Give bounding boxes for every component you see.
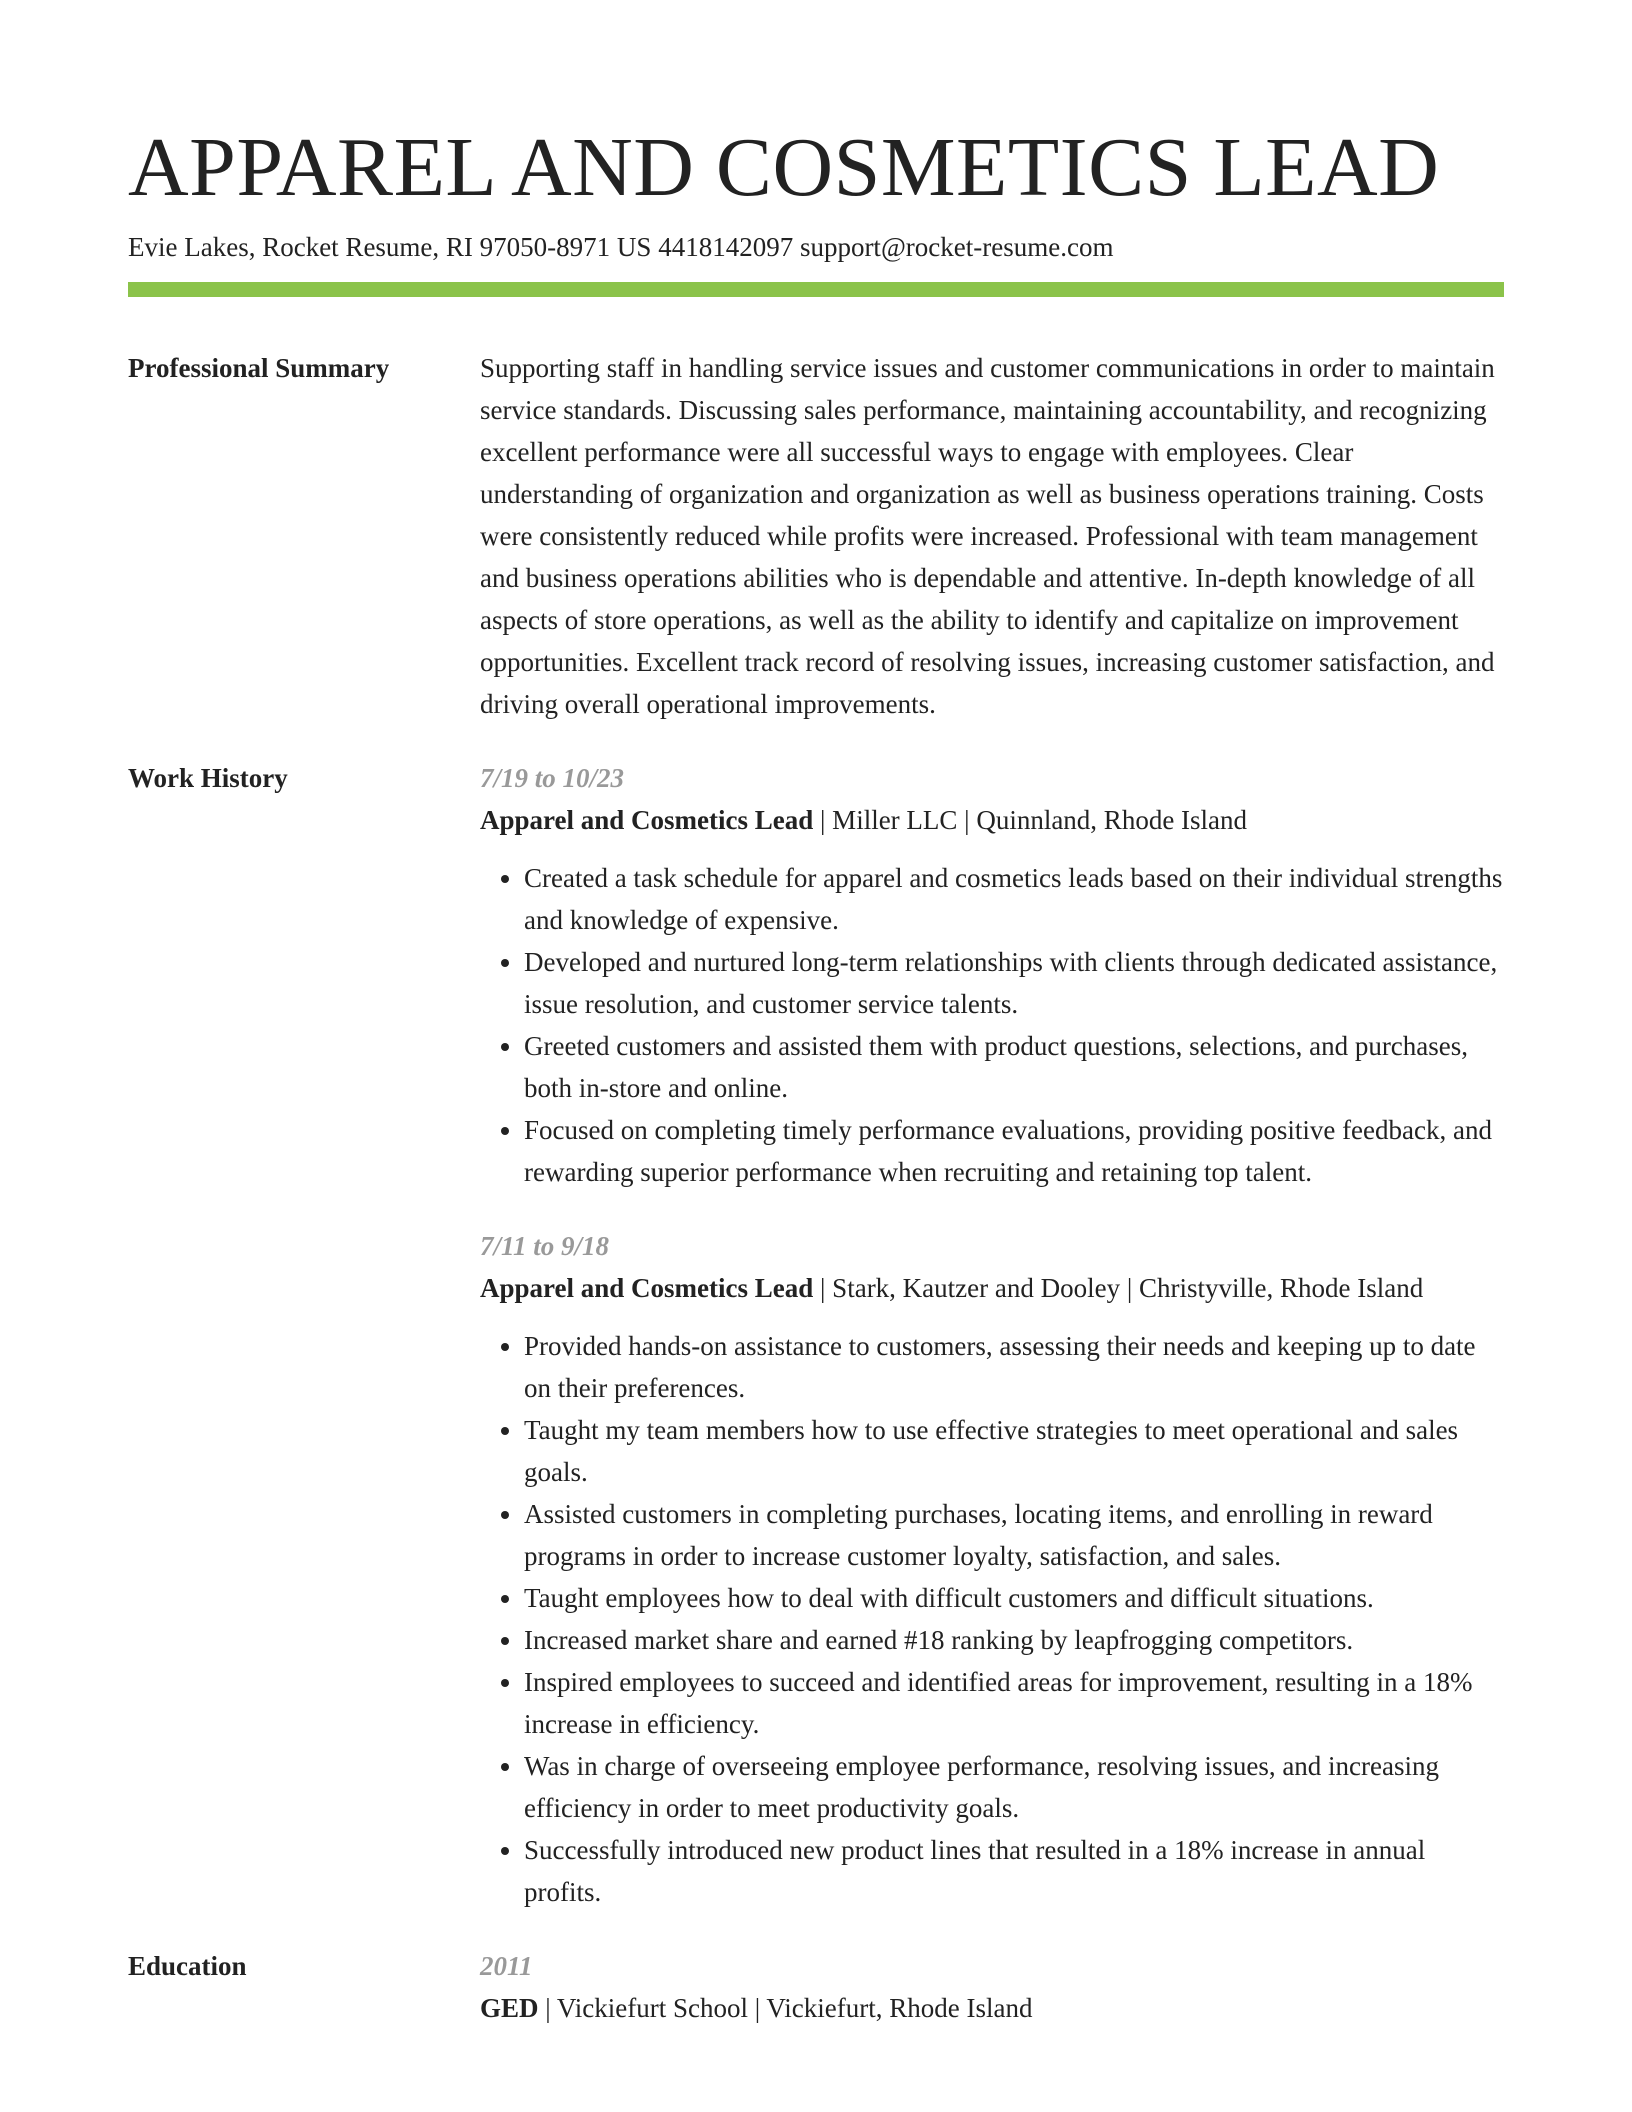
job-entry [480,1225,1504,1913]
contact-location: Rocket Resume, RI 97050-8971 US [262,232,652,262]
work-history-section [128,757,1504,1913]
list-item: • Successfully introduced new product lines that resulted in a 18% increase in annual profits. [524,1829,1504,1913]
job-role-line [480,799,1504,841]
job-dates: 7/19 to 10/23 [480,763,625,793]
list-item: • Inspired employees to succeed and identified areas for improvement, resulting in a 18% increase in efficiency. [524,1661,1504,1745]
section-heading-summary: Professional Summary [128,353,390,383]
job-bullet-list [480,857,1504,1193]
summary-text: Supporting staff in handling service issues and customer communications in order to maintain service standards. Discussing sales performance, maintaining accountability, and recognizing excellent performance were all successful ways to engage with employees. Clear understanding of organization and organization as well as business operations training. Costs were consistently reduced while profits were increased. Professional with team management and business operations abilities who is dependable and attentive. In-depth knowledge of all aspects of store operations, as well as the ability to identify and capitalize on improvement opportunities. Excellent track record of resolving issues, increasing customer satisfaction, and driving overall operational improvements. [480,353,1495,719]
job-company-location: | Stark, Kautzer and Dooley | Christyville, Rhode Island [813,1273,1424,1303]
education-line [480,1987,1504,2029]
list-item: • Taught my team members how to use effective strategies to meet operational and sales goals. [524,1409,1504,1493]
contact-phone: 4418142097 [658,232,794,262]
contact-line [128,230,1504,264]
list-item: • Developed and nurtured long-term relationships with clients through dedicated assistance, issue resolution, and customer service talents. [524,941,1504,1025]
list-item: • Taught employees how to deal with difficult customers and difficult situations. [524,1577,1504,1619]
section-heading-work-history: Work History [128,763,288,793]
list-item: • Assisted customers in completing purchases, locating items, and enrolling in reward programs in order to increase customer loyalty, satisfaction, and sales. [524,1493,1504,1577]
section-heading-education: Education [128,1951,247,1981]
education-year: 2011 [480,1951,533,1981]
job-title: Apparel and Cosmetics Lead [480,805,814,835]
list-item: • Increased market share and earned #18 ranking by leapfrogging competitors. [524,1619,1504,1661]
education-section [128,1945,1504,2029]
job-title: Apparel and Cosmetics Lead [480,1273,814,1303]
list-item: • Focused on completing timely performance evaluations, providing positive feedback, and rewarding superior performance when recruiting and retaining top talent. [524,1109,1504,1193]
list-item: • Created a task schedule for apparel and cosmetics leads based on their individual strengths and knowledge of expensive. [524,857,1504,941]
accent-divider [128,282,1504,297]
contact-name: Evie Lakes, [128,232,256,262]
job-entry [480,757,1504,1193]
resume-title: APPAREL AND COSMETICS LEAD [128,121,1440,214]
list-item: • Was in charge of overseeing employee performance, resolving issues, and increasing efficiency in order to meet productivity goals. [524,1745,1504,1829]
education-school-location: | Vickiefurt School | Vickiefurt, Rhode Island [538,1993,1033,2023]
job-dates: 7/11 to 9/18 [480,1231,610,1261]
contact-email: support@rocket-resume.com [799,232,1114,262]
professional-summary-section [128,347,1504,725]
list-item: • Provided hands-on assistance to customers, assessing their needs and keeping up to date on their preferences. [524,1325,1504,1409]
list-item: • Greeted customers and assisted them with product questions, selections, and purchases, both in-store and online. [524,1025,1504,1109]
job-company-location: | Miller LLC | Quinnland, Rhode Island [813,805,1248,835]
resume-page [128,0,1504,2029]
job-bullet-list [480,1325,1504,1913]
job-role-line [480,1267,1504,1309]
education-degree: GED [480,1993,539,2023]
